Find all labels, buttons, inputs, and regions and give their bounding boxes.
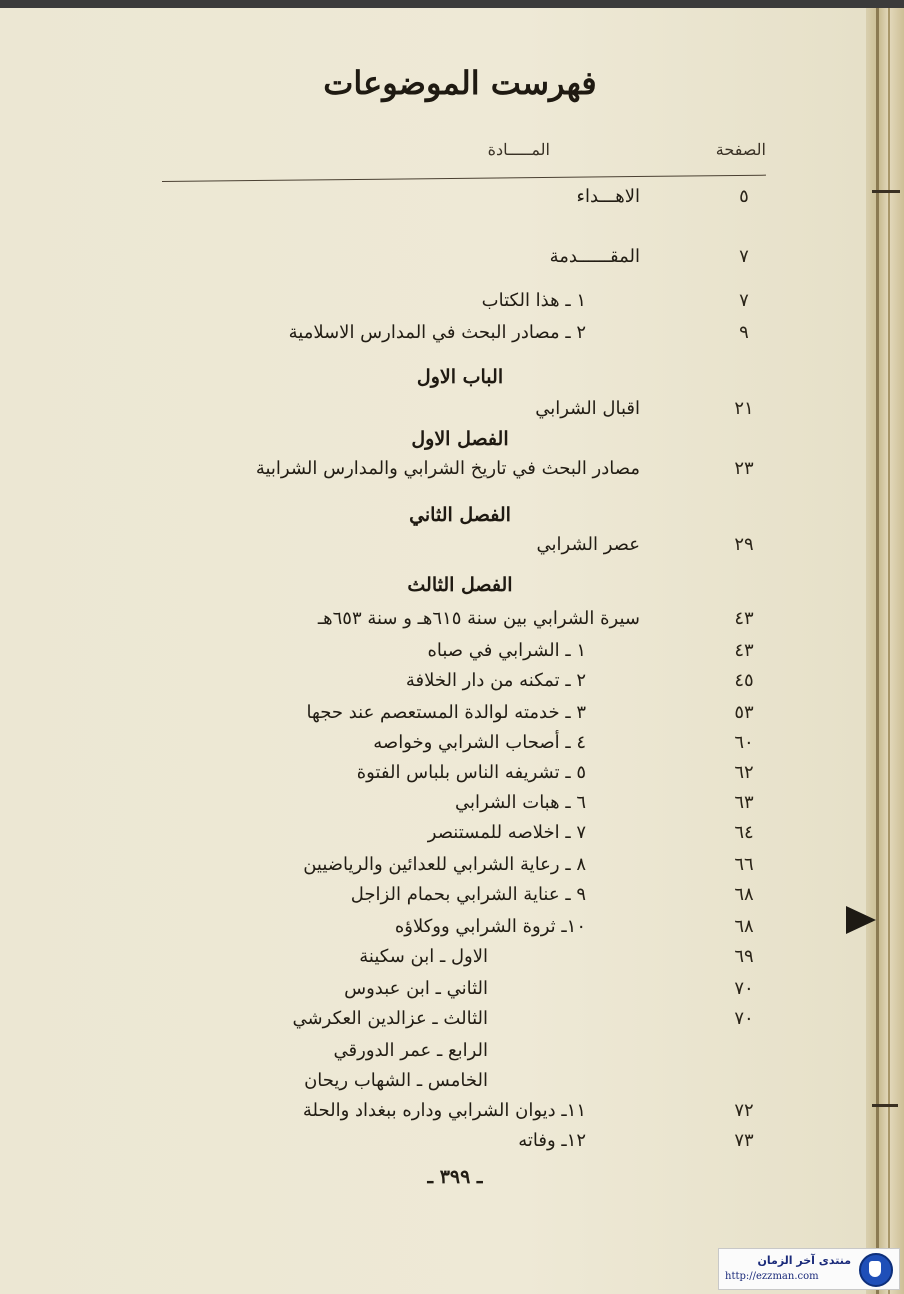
entry-title: ٤ ـ أصحاب الشرابي وخواصه (373, 732, 586, 753)
forum-logo-icon (859, 1253, 893, 1287)
entry-title: ٣ ـ خدمته لوالدة المستعصم عند حجها (306, 702, 586, 723)
spine-edge (876, 8, 879, 1294)
entry-title: الاهـــداء (576, 186, 640, 207)
entry-title: ٦ ـ هبات الشرابي (455, 792, 586, 813)
entry-title: ١ ـ هذا الكتاب (481, 290, 586, 311)
book-spine (866, 8, 904, 1294)
entry-page: ٩ (739, 322, 749, 343)
entry-page: ٦٦ (734, 854, 754, 875)
entry-page: ٦٨ (734, 884, 754, 905)
entry-page: ٧٣ (734, 1130, 754, 1151)
entry-page: ٥ (739, 186, 749, 207)
entry-page: ٦٣ (734, 792, 754, 813)
section-heading: الفصل الثالث (407, 574, 513, 596)
page-title: فهرست الموضوعات (323, 64, 597, 102)
entry-title: المقــــــدمة (549, 246, 640, 267)
top-bar (0, 0, 904, 8)
entry-title: الثالث ـ عزالدين العكرشي (292, 1008, 488, 1029)
entry-title: الثاني ـ ابن عبدوس (344, 978, 488, 999)
column-header-subject: المـــــادة (487, 140, 550, 159)
entry-page: ٧٠ (734, 978, 754, 999)
entry-page: ٤٣ (734, 640, 754, 661)
entry-title: الخامس ـ الشهاب ريحان (304, 1070, 488, 1091)
entry-page: ٧ (739, 290, 749, 311)
entry-title: عصر الشرابي (536, 534, 640, 555)
entry-title: ٥ ـ تشريفه الناس بلباس الفتوة (356, 762, 586, 783)
forum-name: منتدى آخر الزمان (757, 1254, 851, 1267)
entry-page: ٦٠ (734, 732, 754, 753)
forum-watermark[interactable] (718, 1248, 900, 1290)
entry-page: ٥٣ (734, 702, 754, 723)
page-tab-marker (846, 906, 876, 934)
spine-edge-inner (888, 8, 890, 1294)
entry-page: ٤٣ (734, 608, 754, 629)
entry-page: ٧ (739, 246, 749, 267)
entry-page: ٧٢ (734, 1100, 754, 1121)
entry-page: ٦٩ (734, 946, 754, 967)
entry-title: ١١ـ ديوان الشرابي وداره ببغداد والحلة (302, 1100, 586, 1121)
entry-page: ٤٥ (734, 670, 754, 691)
entry-title: ٢ ـ تمكنه من دار الخلافة (405, 670, 586, 691)
entry-page: ٦٢ (734, 762, 754, 783)
entry-title: ٢ ـ مصادر البحث في المدارس الاسلامية (288, 322, 586, 343)
entry-title: ٧ ـ اخلاصه للمستنصر (427, 822, 586, 843)
column-header-page: الصفحة (715, 140, 766, 159)
entry-title: مصادر البحث في تاريخ الشرابي والمدارس الشرابية (255, 458, 640, 479)
entry-title: ١٠ـ ثروة الشرابي ووكلاؤه (394, 916, 586, 937)
entry-page: ٢٩ (734, 534, 754, 555)
entry-title: ١٢ـ وفاته (518, 1130, 586, 1151)
page-number: ـ ٣٩٩ ـ (427, 1166, 483, 1188)
forum-url: http://ezzman.com (725, 1271, 819, 1282)
entry-title: الرابع ـ عمر الدورقي (333, 1040, 488, 1061)
binding-mark (872, 190, 900, 193)
entry-title: الاول ـ ابن سكينة (359, 946, 488, 967)
entry-page: ٢١ (734, 398, 754, 419)
entry-title: سيرة الشرابي بين سنة ٦١٥هـ و سنة ٦٥٣هـ (317, 608, 640, 629)
entry-title: ٨ ـ رعاية الشرابي للعدائين والرياضيين (303, 854, 586, 875)
entry-page: ٢٣ (734, 458, 754, 479)
entry-title: ٩ ـ عناية الشرابي بحمام الزاجل (350, 884, 586, 905)
entry-title: اقبال الشرابي (535, 398, 640, 419)
binding-mark (872, 1104, 898, 1107)
entry-page: ٦٤ (734, 822, 754, 843)
section-heading: الفصل الثاني (409, 504, 511, 526)
entry-page: ٧٠ (734, 1008, 754, 1029)
entry-title: ١ ـ الشرابي في صباه (427, 640, 586, 661)
section-heading: الباب الاول (416, 366, 504, 388)
section-heading: الفصل الاول (411, 428, 509, 450)
entry-page: ٦٨ (734, 916, 754, 937)
